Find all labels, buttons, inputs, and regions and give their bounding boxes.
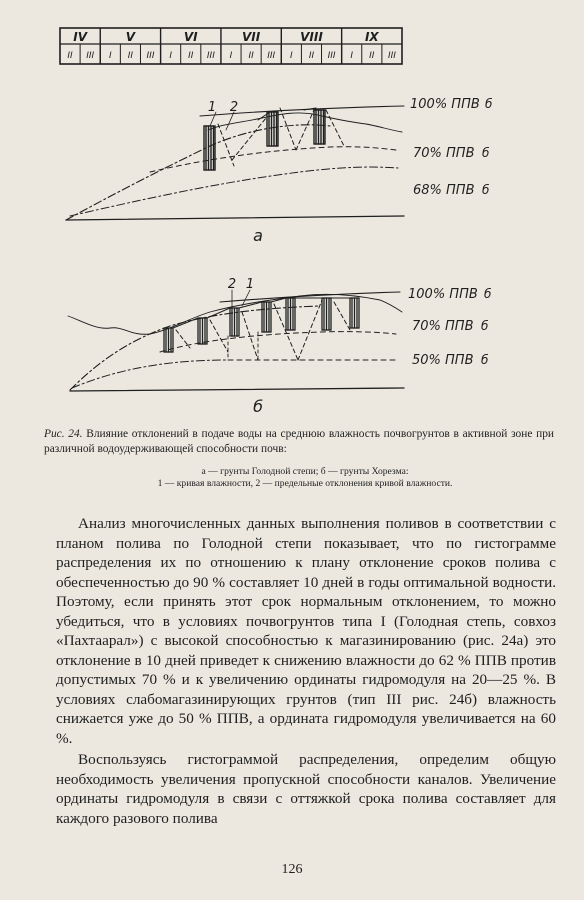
decade-label: III: [267, 51, 276, 61]
figure-a-marker-1: 1: [207, 100, 217, 115]
decade-label: II: [369, 51, 375, 61]
month-label: V: [125, 30, 136, 44]
baseline-b: [70, 388, 404, 391]
line-100-b: [220, 292, 400, 302]
figure-b-label: б: [253, 397, 263, 416]
decade-label: III: [86, 51, 95, 61]
month-label: IV: [73, 30, 88, 44]
figure-a-label: а: [253, 226, 263, 245]
moisture-curve-b: [70, 306, 320, 390]
decade-label: III: [327, 51, 336, 61]
baseline-a: [66, 216, 404, 220]
line-70-a: [150, 147, 396, 172]
decade-label: III: [387, 51, 396, 61]
figure-b-level-50: 50% ППВ: [412, 353, 474, 368]
figure-a-level-70: 70% ППВ: [413, 146, 475, 161]
month-label: VI: [183, 30, 198, 44]
figure-a-drawing: [66, 106, 404, 220]
figure-b-level-50-suffix: б: [481, 353, 489, 367]
paragraph-2: Воспользуясь гистограммой распределения, определим общую необходимость увеличения пропускной способности каналов. Увеличение ординаты гидромодуля в связи с оттяжкой срока полива составляет для каждого разового полива: [56, 751, 556, 827]
body-text: [56, 514, 556, 828]
figure-a-level-68: 68% ППВ: [413, 183, 475, 198]
decade-label: I: [290, 51, 293, 61]
figure-a-level-68-suffix: б: [482, 183, 490, 197]
figure-a-marker-2: 2: [229, 100, 239, 115]
decade-label: I: [350, 51, 354, 61]
figure-a-level-70-suffix: б: [482, 146, 490, 160]
decade-label: II: [188, 51, 194, 61]
figure-b-marker-1: 1: [245, 277, 255, 292]
lower-curve-b: [72, 360, 228, 388]
decade-label: II: [127, 51, 134, 61]
figure-24: [0, 0, 584, 420]
figure-caption: [44, 427, 554, 456]
moisture-curve-a: [66, 125, 330, 220]
decade-label: II: [67, 51, 73, 61]
figure-a-level-100: 100% ППВ: [410, 97, 480, 112]
decade-label: II: [308, 51, 315, 61]
month-label: IX: [364, 30, 379, 44]
decade-label: III: [146, 51, 155, 61]
figure-b-level-100: 100% ППВ: [408, 287, 478, 302]
caption-text: Влияние отклонений в подаче воды на среднюю влажность почвогрунтов в активной зоне при различной водоудерживающей способности почв:: [44, 428, 554, 455]
figure-b-level-70: 70% ППВ: [412, 319, 474, 334]
figure-b-level-100-suffix: б: [484, 287, 492, 301]
decade-label: II: [248, 51, 254, 61]
line-70-b: [160, 332, 396, 352]
figure-b-marker-2: 2: [227, 277, 237, 292]
legend-line-1: а — грунты Голодной степи; б — грунты Хорезма:: [201, 466, 409, 477]
decade-label: I: [108, 51, 112, 61]
legend-line-2: 1 — кривая влажности, 2 — предельные отклонения кривой влажности.: [157, 478, 453, 489]
figure-a-level-100-suffix: б: [485, 97, 493, 111]
paragraph-1: Анализ многочисленных данных выполнения поливов в соответствии с планом полива по Голодной степи показывает, что по гистограмме распределения их по отношению к плану отклонение сроков полива с обеспеченностью до 90 % составляет 10 дней в годы оптимальной водности. Поэтому, если принять этот срок нормальным отклонением, то можно убедиться, что в условиях почвогрунтов типа I (Голодная степь, совхоз «Пахтаарал») с высокой способностью к магазинированию (рис. 24а) это отклонение в 10 дней приведет к снижению влажности до 62 % ППВ против допустимых 70 % и к увеличению ординаты гидромодуля на 20—25 %. В условиях слабомагазинирующих грунтов (тип III рис. 24б) влажность снижается уже до 50 % ППВ, а ордината гидромодуля увеличивается на 60 %.: [56, 515, 556, 747]
decade-label: I: [169, 51, 172, 61]
figure-b-level-70-suffix: б: [481, 319, 489, 333]
month-label: VII: [242, 30, 261, 44]
page-number: 126: [281, 862, 303, 877]
decade-label: III: [206, 51, 215, 61]
decade-label: I: [229, 51, 233, 61]
figure-legend: [60, 466, 550, 490]
month-label: VIII: [300, 30, 323, 44]
figure-b-drawing: [68, 290, 404, 391]
caption-lead: Рис. 24.: [44, 428, 83, 440]
